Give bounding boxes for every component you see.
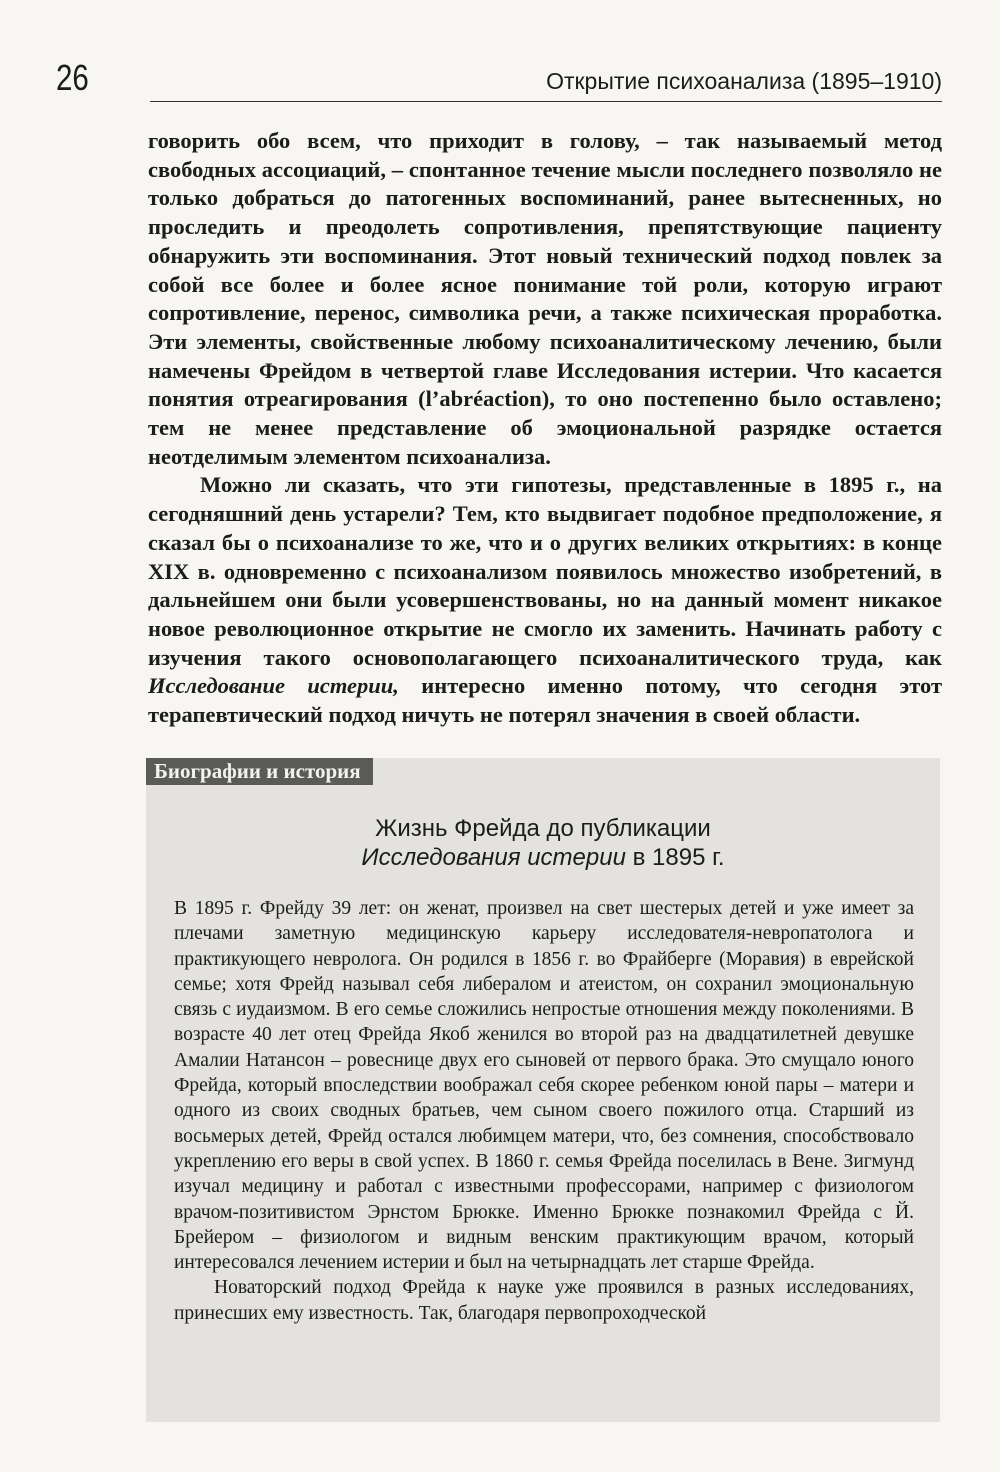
main-paragraph-1: говорить обо всем, что приходит в голову, – так называемый метод свободных ассоциаций, – спонтанное течение мысли последнего позволяло не только добраться до патогенных воспоминаний, ранее вытесненных, но проследить и преодолеть сопротивления, препятствующие пациенту обнаружить эти воспоминания. Этот новый технический подход повлек за собой все более и более ясное понимание той роли, которую играют сопротивление, перенос, символика речи, а также психическая проработка. Эти элементы, свойственные любому психоаналитическому лечению, были намечены Фрейдом в четвертой главе Исследования истерии. Что касается понятия отреагирования (l’abréaction), то оно постепенно было оставлено; тем не менее представление об эмоциональной разрядке остается неотделимым элементом психоанализа. <box>148 128 942 469</box>
sidebar-text <box>174 896 914 1326</box>
main-paragraph-2 <box>148 471 942 729</box>
running-head: Открытие психоанализа (1895–1910) <box>546 68 942 94</box>
sidebar-title-book: Исследования истерии <box>361 844 626 871</box>
sidebar-title-line-1: Жизнь Фрейда до публикации <box>375 815 711 842</box>
sidebar-paragraph-2: Новаторский подход Фрейда к науке уже проявился в разных исследованиях, принесших ему известность. Так, благодаря первопроходческой <box>174 1277 914 1324</box>
page-number: 26 <box>56 57 89 98</box>
sidebar-box <box>146 758 940 1422</box>
sidebar-paragraph-1: В 1895 г. Фрейду 39 лет: он женат, произвел на свет шестерых детей и уже имеет за плечами заметную медицинскую карьеру исследователя-невропатолога и практикующего невролога. Он родился в 1856 г. во Фрайберге (Моравия) в еврейской семье; хотя Фрейд называл себя либералом и атеистом, он сохранил эмоциональную связь с иудаизмом. В его семье сложились непростые отношения между поколениями. В возрасте 40 лет отец Фрейда Якоб женился во второй раз на двадцатилетней девушке Амалии Натансон – ровеснице двух его сыновей от первого брака. Это смущало юного Фрейда, который впоследствии воображал себя скорее ребенком юной пары – матери и одного из своих сводных братьев, чем сыном своего пожилого отца. Старший из восьмерых детей, Фрейд остался любимцем матери, что, без сомнения, способствовало укреплению его веры в свой успех. В 1860 г. семья Фрейда поселилась в Вене. Зигмунд изучал медицину и работал с известными профессорами, например с физиологом врачом-позитивистом Эрнстом Брюкке. Именно Брюкке познакомил Фрейда с Й. Брейером – физиологом и видным венским практикующим врачом, который интересовался лечением истерии и был на четырнадцать лет старше Фрейда. <box>174 898 914 1274</box>
main-text <box>148 127 942 730</box>
sidebar-title-line-2 <box>146 843 940 872</box>
sidebar-title <box>146 814 940 872</box>
sidebar-label: Биографии и история <box>146 758 373 785</box>
header-rule <box>150 101 942 102</box>
sidebar-title-year: в 1895 г. <box>632 844 725 871</box>
main-paragraph-2-book-title: Исследование истерии, <box>148 673 399 699</box>
main-paragraph-2-start: Можно ли сказать, что эти гипотезы, представленные в 1895 г., на сегодняшний день устарели? Тем, кто выдвигает подобное предположение, я сказал бы о психоанализе то же, что и о других великих открытиях: в конце XIX в. одновременно с психоанализом появилось множество изобретений, в дальнейшем они были усовершенствованы, но на данный момент никакое новое революционное открытие не смогло их заменить. Начинать работу с изучения такого основополагающего психоаналитического труда, как <box>148 472 942 670</box>
main-paragraph-2-end: интересно именно потому, что сегодня этот терапевтический подход ничуть не потерял значения в своей области. <box>148 673 943 728</box>
